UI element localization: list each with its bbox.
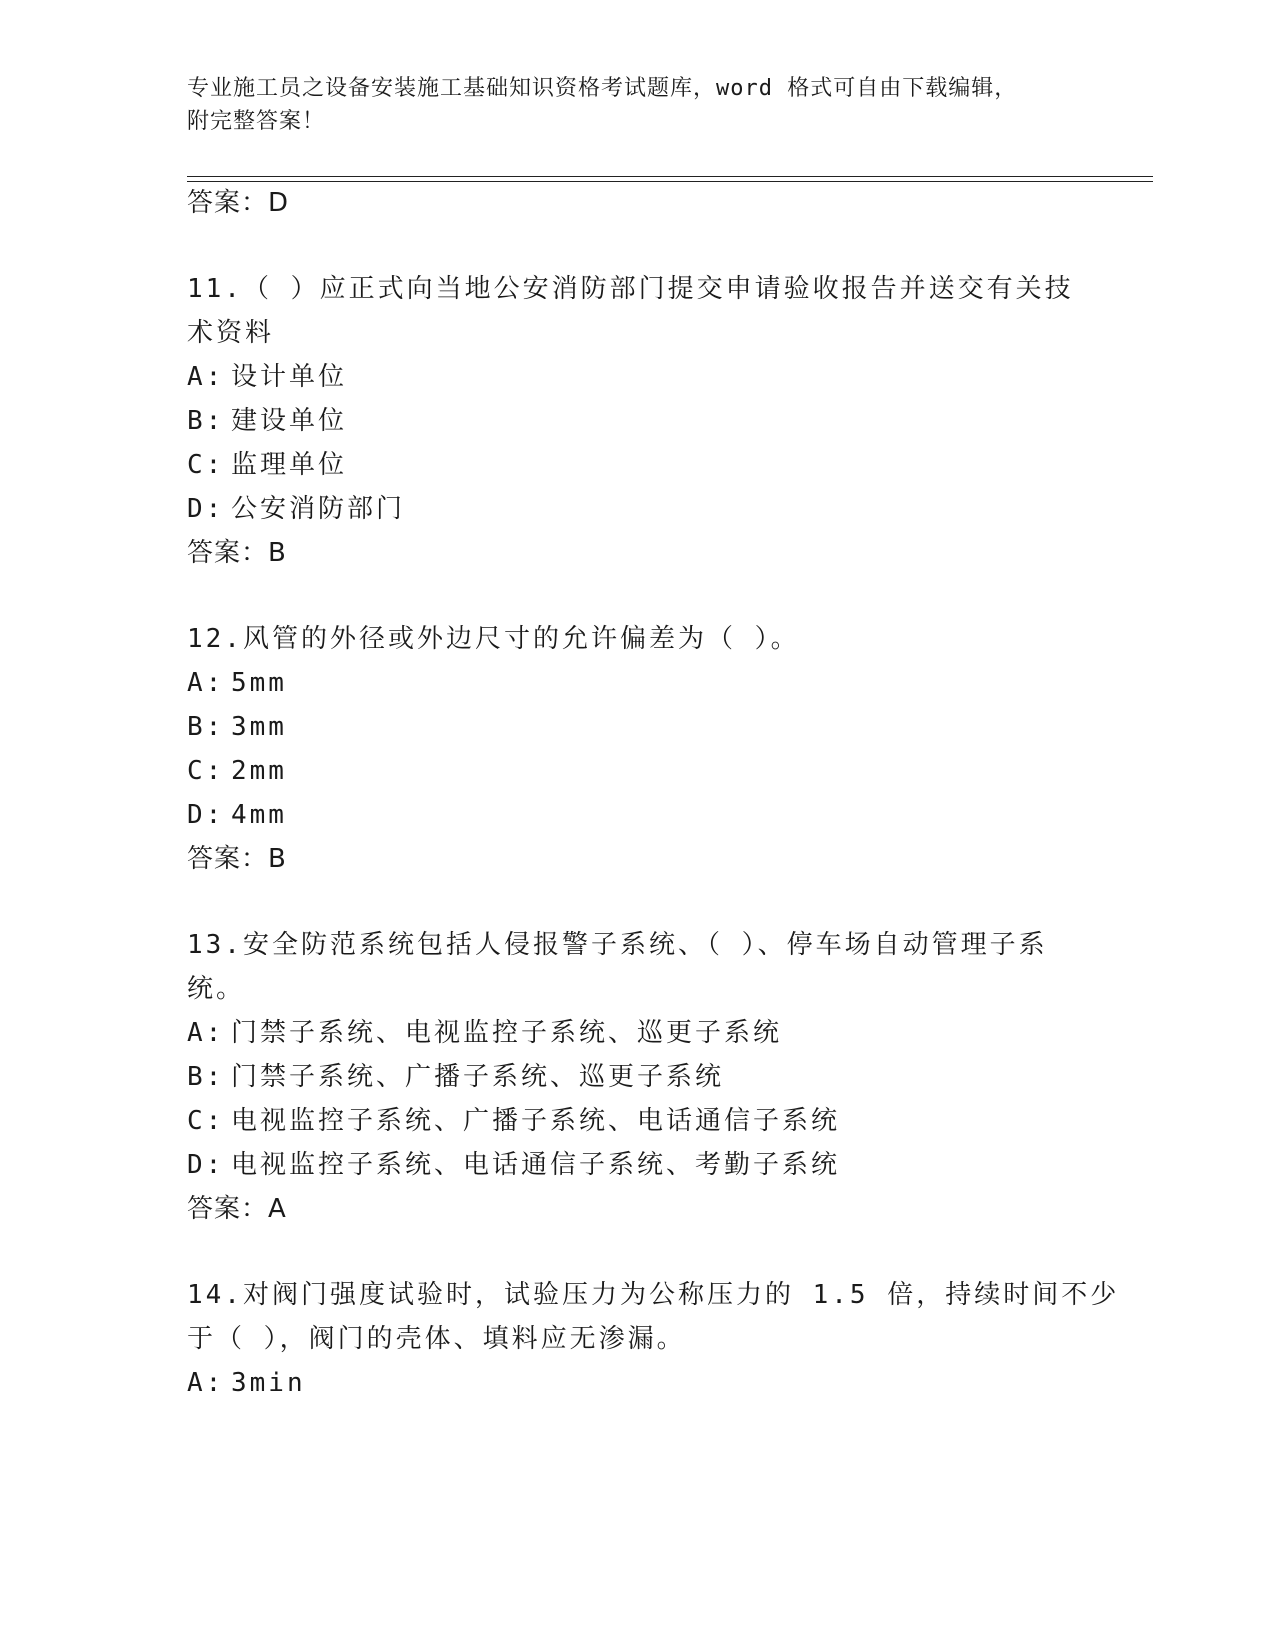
header-divider-bottom — [187, 181, 1153, 182]
q13-option-a — [187, 1016, 782, 1050]
q11-option-b — [187, 404, 347, 438]
q11-answer: 答案：B — [187, 538, 287, 568]
q12-option-d — [187, 798, 287, 832]
header-line-2: 附完整答案！ — [187, 109, 326, 134]
option-text: 3mm — [231, 712, 287, 742]
option-label: A: — [187, 362, 225, 392]
option-text: 公安消防部门 — [231, 494, 406, 524]
q11-option-d — [187, 492, 405, 526]
q11-option-a — [187, 360, 347, 394]
option-text: 门禁子系统、电视监控子系统、巡更子系统 — [231, 1018, 783, 1048]
option-label: C: — [187, 756, 225, 786]
option-text: 监理单位 — [231, 450, 348, 480]
option-text: 电视监控子系统、广播子系统、电话通信子系统 — [231, 1106, 841, 1136]
option-text: 建设单位 — [231, 406, 348, 436]
option-text: 电视监控子系统、电话通信子系统、考勤子系统 — [231, 1150, 841, 1180]
option-text: 5mm — [231, 668, 287, 698]
previous-answer: 答案：D — [187, 188, 290, 218]
q13-stem-line-2: 统。 — [187, 974, 246, 1004]
q13-option-c — [187, 1104, 840, 1138]
option-label: D: — [187, 494, 225, 524]
q12-option-c — [187, 754, 287, 788]
option-label: C: — [187, 1106, 225, 1136]
q13-option-b — [187, 1060, 724, 1094]
option-label: D: — [187, 1150, 225, 1180]
option-label: A: — [187, 668, 225, 698]
q11-stem-line-1: 11.（ ）应正式向当地公安消防部门提交申请验收报告并送交有关技 — [187, 274, 1074, 304]
option-text: 门禁子系统、广播子系统、巡更子系统 — [231, 1062, 725, 1092]
q14-stem-line-2: 于（ ），阀门的壳体、填料应无渗漏。 — [187, 1324, 686, 1354]
q13-option-d — [187, 1148, 840, 1182]
option-label: C: — [187, 450, 225, 480]
q14-option-a — [187, 1366, 306, 1400]
q12-option-b — [187, 710, 287, 744]
option-text: 4mm — [231, 800, 287, 830]
q13-stem-line-1: 13.安全防范系统包括人侵报警子系统、（ ）、停车场自动管理子系 — [187, 930, 1048, 960]
option-text: 2mm — [231, 756, 287, 786]
document-header — [187, 72, 1067, 138]
option-text: 设计单位 — [231, 362, 348, 392]
q11-option-c — [187, 448, 347, 482]
option-label: A: — [187, 1018, 225, 1048]
q11-stem-line-2: 术资料 — [187, 318, 275, 348]
option-label: D: — [187, 800, 225, 830]
option-text: 3min — [231, 1368, 306, 1398]
q12-option-a — [187, 666, 287, 700]
header-line-1: 专业施工员之设备安装施工基础知识资格考试题库，word 格式可自由下载编辑， — [187, 76, 1018, 101]
q12-stem-line-1: 12.风管的外径或外边尺寸的允许偏差为（ ）。 — [187, 624, 800, 654]
option-label: B: — [187, 406, 225, 436]
option-label: B: — [187, 1062, 225, 1092]
q14-stem-line-1: 14.对阀门强度试验时，试验压力为公称压力的 1.5 倍，持续时间不少 — [187, 1280, 1120, 1310]
header-divider-top — [187, 176, 1153, 177]
option-label: B: — [187, 712, 225, 742]
q13-answer: 答案：A — [187, 1194, 287, 1224]
option-label: A: — [187, 1368, 225, 1398]
q12-answer: 答案：B — [187, 844, 287, 874]
